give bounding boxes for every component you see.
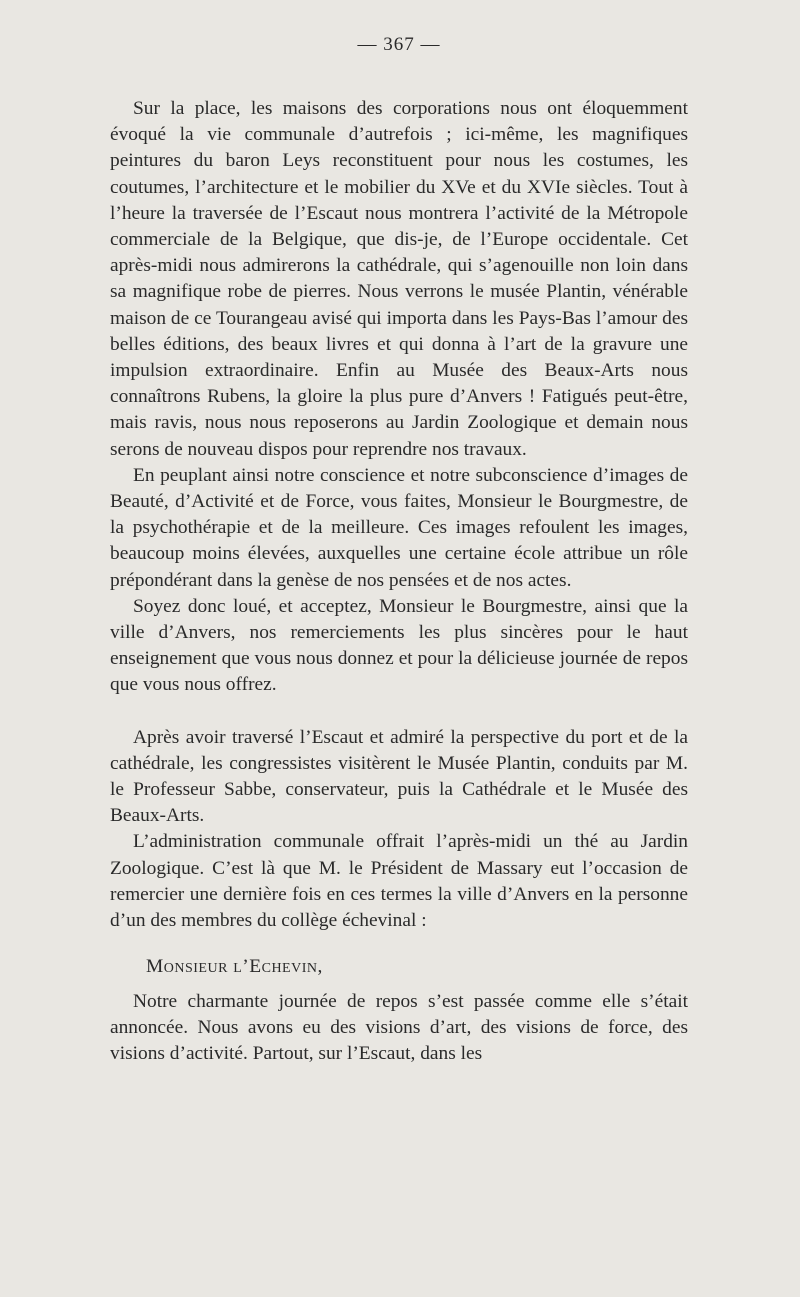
paragraph-psychotherapie: En peuplant ainsi notre conscience et notre subconscience d’images de Beauté, d’Activité et de Force, vous faites, Monsieur le Bourgmestre, de la psychothérapie et de la meilleure. Ces images refoulent les images, beaucoup moins élevées, auxquelles une certaine école attribue un rôle prépondérant dans la genèse de nos pensées et de nos actes. xyxy=(110,464,688,591)
page-number: — 367 — xyxy=(357,34,441,55)
paragraph-corporations: Sur la place, les maisons des corporations nous ont éloquemment évoqué la vie communale d’autrefois ; ici-même, les magnifiques peintures du baron Leys reconstituent pour nous les costumes, les coutumes, l’architecture et le mobilier du XVe et du XVIe siècles. Tout à l’heure la traversée de l’Escaut nous montrera l’activité de la Métropole commerciale de la Belgique, que dis-je, de l’Europe occidentale. Cet après-midi nous admirerons la cathédrale, qui s’agenouille non loin dans sa magnifique robe de pierres. Nous verrons le musée Plantin, vénérable maison de ce Tourangeau avisé qui importa dans les Pays-Bas l’amour des belles éditions, des beaux livres et qui donna à l’art de la gravure une impulsion extraordinaire. Enfin au Musée des Beaux-Arts nous connaîtrons Rubens, la gloire la plus pure d’Anvers ! Fatigués peut-être, mais ravis, nous nous reposerons au Jardin Zoologique et demain nous serons de nouveau dispos pour reprendre nos travaux. xyxy=(110,98,688,460)
paragraph-visite: Après avoir traversé l’Escaut et admiré la perspective du port et de la cathédrale, les congressistes visitèrent le Musée Plantin, conduits par M. le Professeur Sabbe, conservateur, puis la Cathédrale et le Musée des Beaux-Arts. xyxy=(110,726,688,827)
paragraph-remerciements: Soyez donc loué, et acceptez, Monsieur le Bourgmestre, ainsi que la ville d’Anvers, nos remerciements les plus sincères pour le haut enseignement que vous nous donnez et pour la délicieuse journée de repos que vous nous offrez. xyxy=(110,595,688,696)
paragraph-the-jardin: L’administration communale offrait l’après-midi un thé au Jardin Zoologique. C’est là que M. le Président de Massary eut l’occasion de remercier une dernière fois en ces termes la ville d’Anvers en la personne d’un des membres du collège échevinal : xyxy=(110,831,688,932)
section-gap xyxy=(110,699,688,725)
salutation: Monsieur l’Echevin, xyxy=(146,956,323,978)
paragraph-journee: Notre charmante journée de repos s’est passée comme elle s’était annoncée. Nous avons eu des visions d’art, des visions de force, des visions d’activité. Partout, sur l’Escaut, dans les xyxy=(110,990,688,1064)
